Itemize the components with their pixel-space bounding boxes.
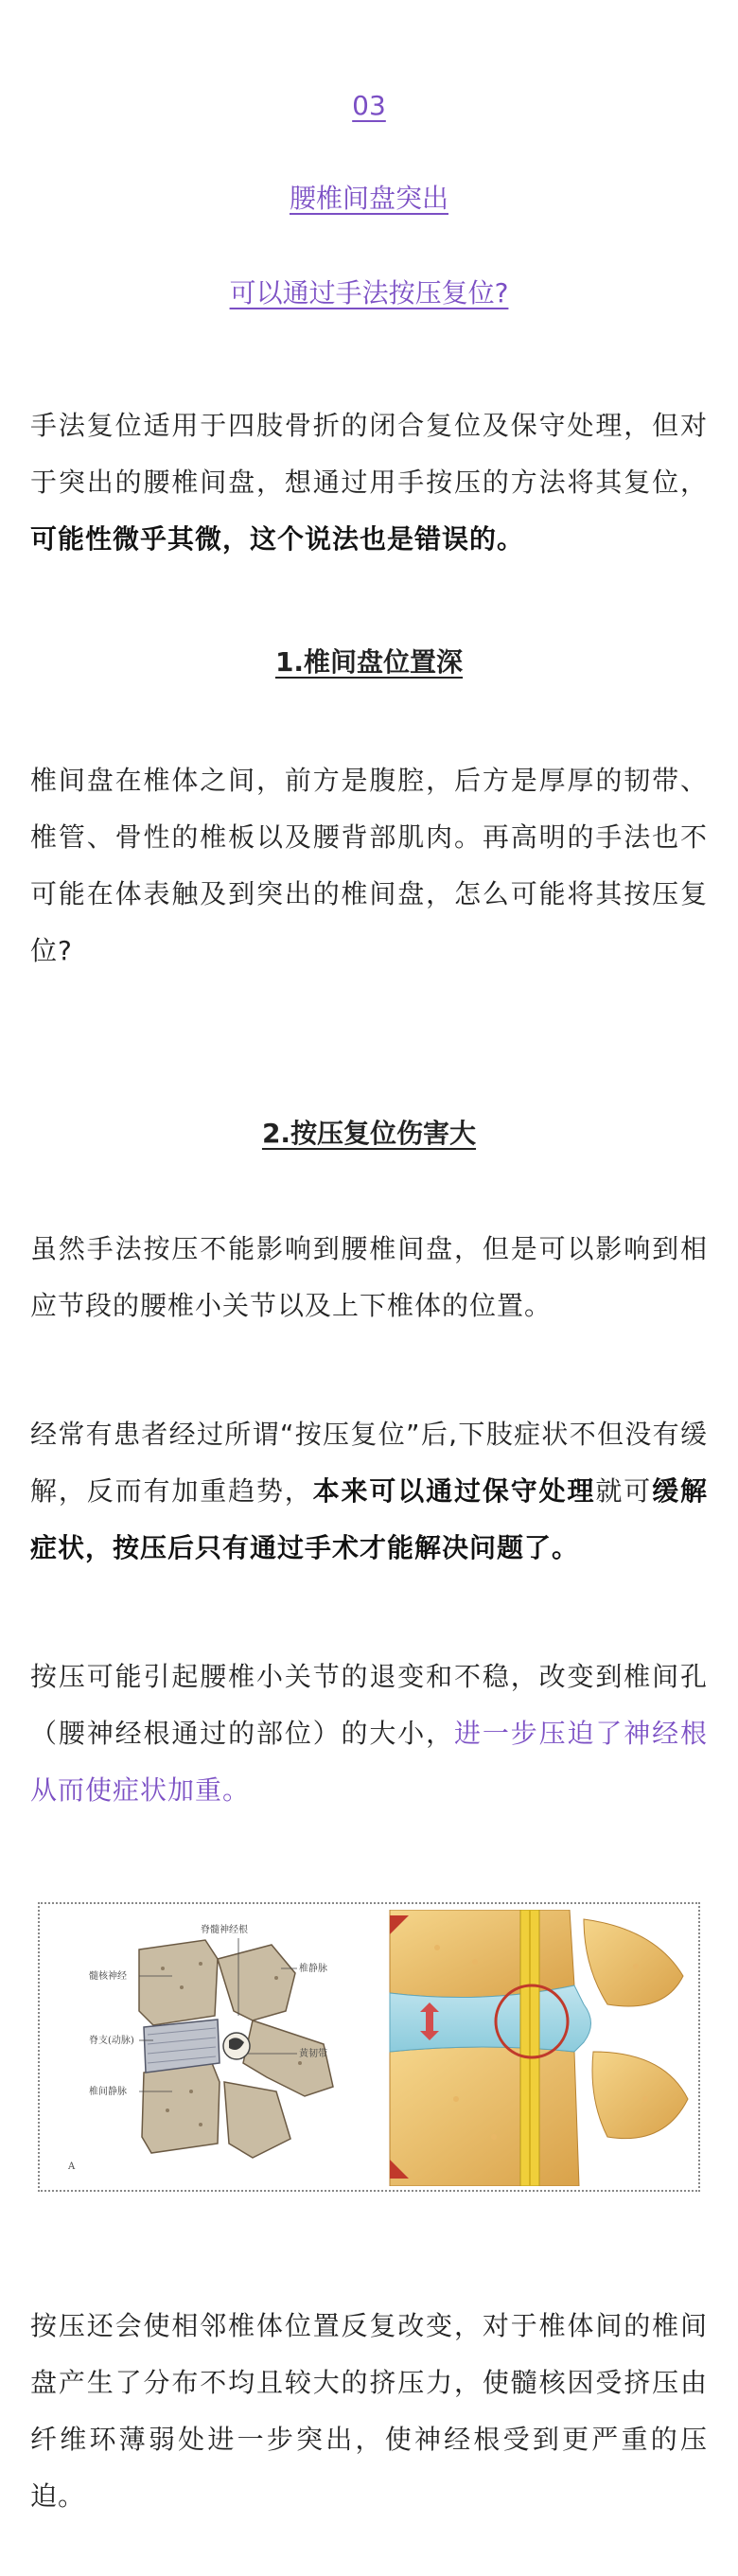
title-line1-link[interactable]: 腰椎间盘突出 — [289, 183, 448, 214]
label-left1: 髓核神经 — [89, 1971, 127, 1982]
label-left2: 脊支(动脉) — [89, 2036, 134, 2046]
para2-bold1: 本来可以通过保守处理 — [312, 1475, 596, 1507]
closing-paragraph: 按压还会使相邻椎体位置反复改变，对于椎体间的椎间盘产生了分布不均且较大的挤压力，使髓核因受挤压由纤维环薄弱处进一步突出，使神经根受到更严重的压迫。 — [30, 2310, 708, 2512]
article-title-line2[interactable] — [0, 274, 738, 312]
vertebra-diagram — [49, 1921, 371, 2177]
label-right1: 椎静脉 — [299, 1964, 327, 1974]
section2-paragraph2 — [30, 1406, 708, 1577]
para2-text2: 就可 — [595, 1475, 653, 1507]
intro-bold-text: 可能性微乎其微，这个说法也是错误的。 — [30, 523, 525, 555]
para3-text: 按压可能引起腰椎小关节的退变和不稳，改变到椎间孔（腰神经根通过的部位）的大小， — [30, 1661, 708, 1749]
label-left3: 椎间静脉 — [89, 2087, 127, 2097]
section1-paragraph: 椎间盘在椎体之间，前方是腹腔，后方是厚厚的韧带、椎管、骨性的椎板以及腰背部肌肉。再高明的手法也不可能在体表触及到突出的椎间盘，怎么可能将其按压复位? — [30, 765, 708, 966]
section1-heading: 1.椎间盘位置深 — [274, 646, 464, 678]
section2-paragraph1: 虽然手法按压不能影响到腰椎间盘，但是可以影响到相应节段的腰椎小关节以及上下椎体的位置。 — [30, 1233, 708, 1321]
section-number-link[interactable]: 03 — [352, 90, 386, 121]
intro-paragraph — [30, 397, 708, 568]
title-line2-link[interactable]: 可以通过手法按压复位? — [229, 277, 509, 309]
label-corner: A — [68, 2161, 76, 2172]
para2-text: 经常有患者经过所谓“按压复位”后,下肢症状不但没有缓解，反而有加重趋势， — [30, 1419, 708, 1507]
label-right2: 黄韧带 — [299, 2049, 327, 2059]
article-title-line1[interactable] — [0, 180, 738, 218]
section2-paragraph3 — [30, 1649, 708, 1819]
section2-heading: 2.按压复位伤害大 — [261, 1118, 477, 1149]
para2-bold2: 缓解症状，按压后只有通过手术才能解决问题了。 — [30, 1475, 708, 1563]
para3-purple-text: 进一步压迫了神经根从而使症状加重。 — [30, 1718, 708, 1806]
herniated-disc-illustration — [380, 1910, 693, 2186]
spine-illustration-figure — [38, 1902, 700, 2192]
section-number[interactable] — [0, 87, 738, 125]
intro-text: 手法复位适用于四肢骨折的闭合复位及保守处理，但对于突出的腰椎间盘，想通过用手按压的方法将其复位， — [30, 410, 708, 498]
label-top: 脊髓神经根 — [201, 1925, 248, 1935]
